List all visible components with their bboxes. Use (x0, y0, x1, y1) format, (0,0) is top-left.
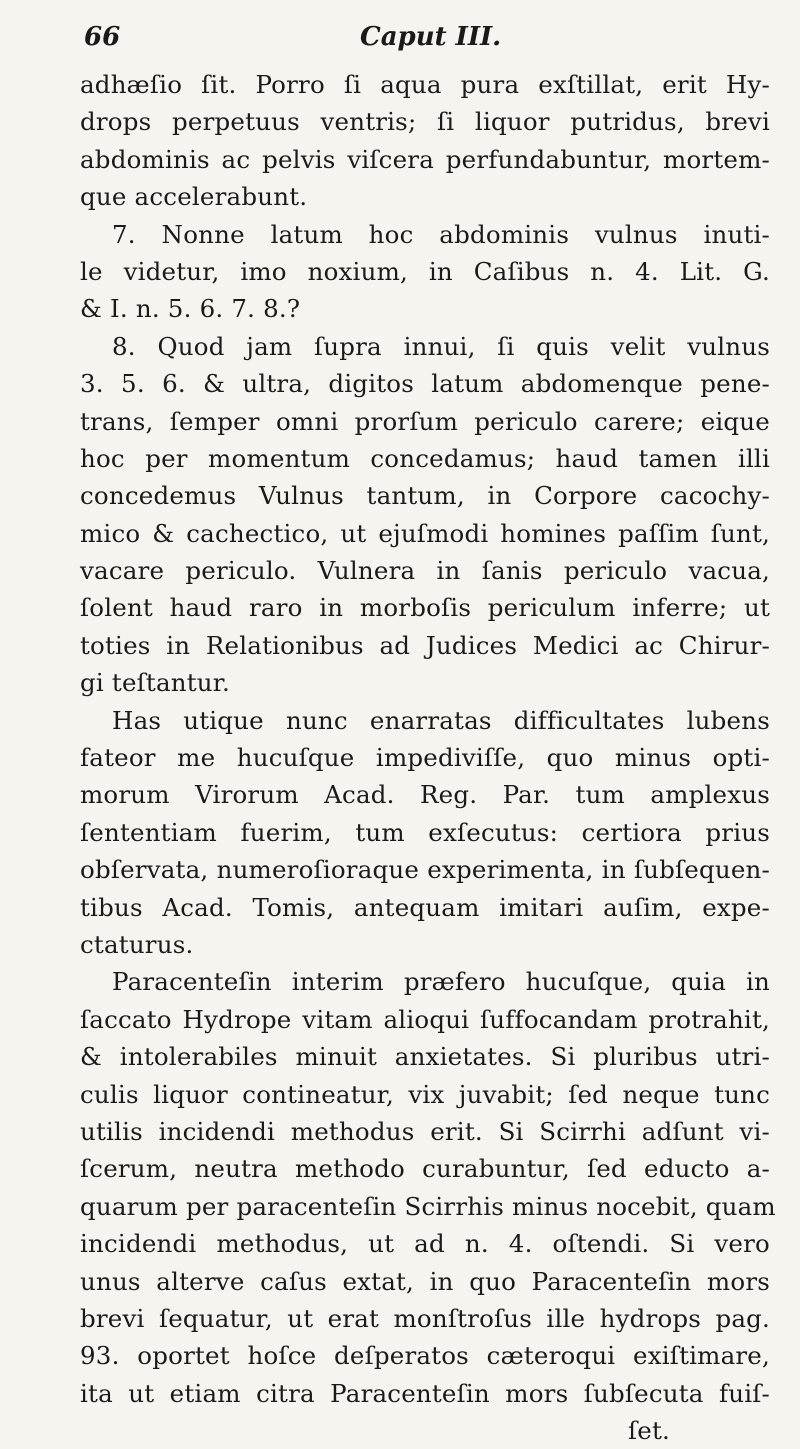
text-line: ctaturus. (80, 929, 194, 959)
text-line: obſervata, numeroſioraque experimenta, in ſubſequen- (80, 855, 770, 885)
text-line: toties in Relationibus ad Judices Medici ac Chirur- (80, 630, 770, 660)
chapter-title: Caput III. (360, 22, 502, 52)
text-line: ita ut etiam citra Paracenteſin mors ſubſecuta fuiſ- (80, 1378, 770, 1408)
text-line: que accelerabunt. (80, 182, 308, 212)
page-number: 66 (84, 22, 121, 52)
text-line: 93. oportet hoſce deſperatos cæteroqui exiſtimare, (80, 1341, 770, 1371)
text-line: 8. Quod jam ſupra innui, ſi quis velit vulnus (112, 331, 770, 361)
text-line: fateor me hucuſque impediviſſe, quo minus opti- (80, 743, 770, 773)
text-line: vacare periculo. Vulnera in ſanis periculo vacua, (80, 556, 770, 586)
text-line: le videtur, imo noxium, in Caſibus n. 4. Lit. G. (80, 256, 770, 286)
text-line: gi teſtantur. (80, 668, 230, 698)
text-line: utilis incidendi methodus erit. Si Scirrhi adſunt vi- (80, 1116, 770, 1146)
text-line: brevi ſequatur, ut erat monſtroſus ille hydrops pag. (80, 1303, 770, 1333)
text-line: tibus Acad. Tomis, antequam imitari auſim, expe- (80, 892, 770, 922)
text-line: quarum per paracenteſin Scirrhis minus nocebit, quam (80, 1191, 776, 1221)
text-line: & I. n. 5. 6. 7. 8.? (80, 294, 301, 324)
text-line: ſententiam fuerim, tum exſecutus: certiora prius (80, 817, 770, 847)
text-line: unus alterve caſus extat, in quo Paracenteſin mors (80, 1266, 770, 1296)
text-line: ſolent haud raro in morboſis periculum inferre; ut (80, 593, 770, 623)
body-text (80, 66, 776, 1449)
text-line: abdominis ac pelvis viſcera perfundabuntur, mortem- (80, 144, 770, 174)
text-line: ſet. (627, 1416, 670, 1446)
text-line: incidendi methodus, ut ad n. 4. oſtendi. Si vero (80, 1229, 770, 1259)
text-line: culis liquor contineatur, vix juvabit; ſed neque tunc (80, 1079, 770, 1109)
text-line: ſcerum, neutra methodo curabuntur, ſed educto a- (80, 1154, 770, 1184)
text-line: Has utique nunc enarratas difficultates lubens (112, 705, 770, 735)
text-line: & intolerabiles minuit anxietates. Si pluribus utri- (80, 1042, 770, 1072)
text-line: hoc per momentum concedamus; haud tamen illi (80, 443, 770, 473)
running-head (80, 18, 770, 66)
text-line: 7. Nonne latum hoc abdominis vulnus inuti- (112, 219, 770, 249)
text-line: morum Virorum Acad. Reg. Par. tum amplexus (80, 780, 770, 810)
text-line: ſaccato Hydrope vitam alioqui ſuffocandam protrahit, (80, 1004, 770, 1034)
text-line: mico & cachectico, ut ejuſmodi homines paſſim ſunt, (80, 518, 770, 548)
text-line: drops perpetuus ventris; ſi liquor putridus, brevi (80, 107, 770, 137)
text-line: adhæſio ſit. Porro ſi aqua pura exſtillat, erit Hy- (80, 70, 770, 99)
text-line: concedemus Vulnus tantum, in Corpore cacochy- (80, 481, 770, 511)
text-line: trans, ſemper omni prorſum periculo carere; eique (80, 406, 770, 436)
text-line: Paracenteſin interim præfero hucuſque, quia in (112, 967, 770, 997)
text-line: 3. 5. 6. & ultra, digitos latum abdomenque pene- (80, 369, 770, 399)
